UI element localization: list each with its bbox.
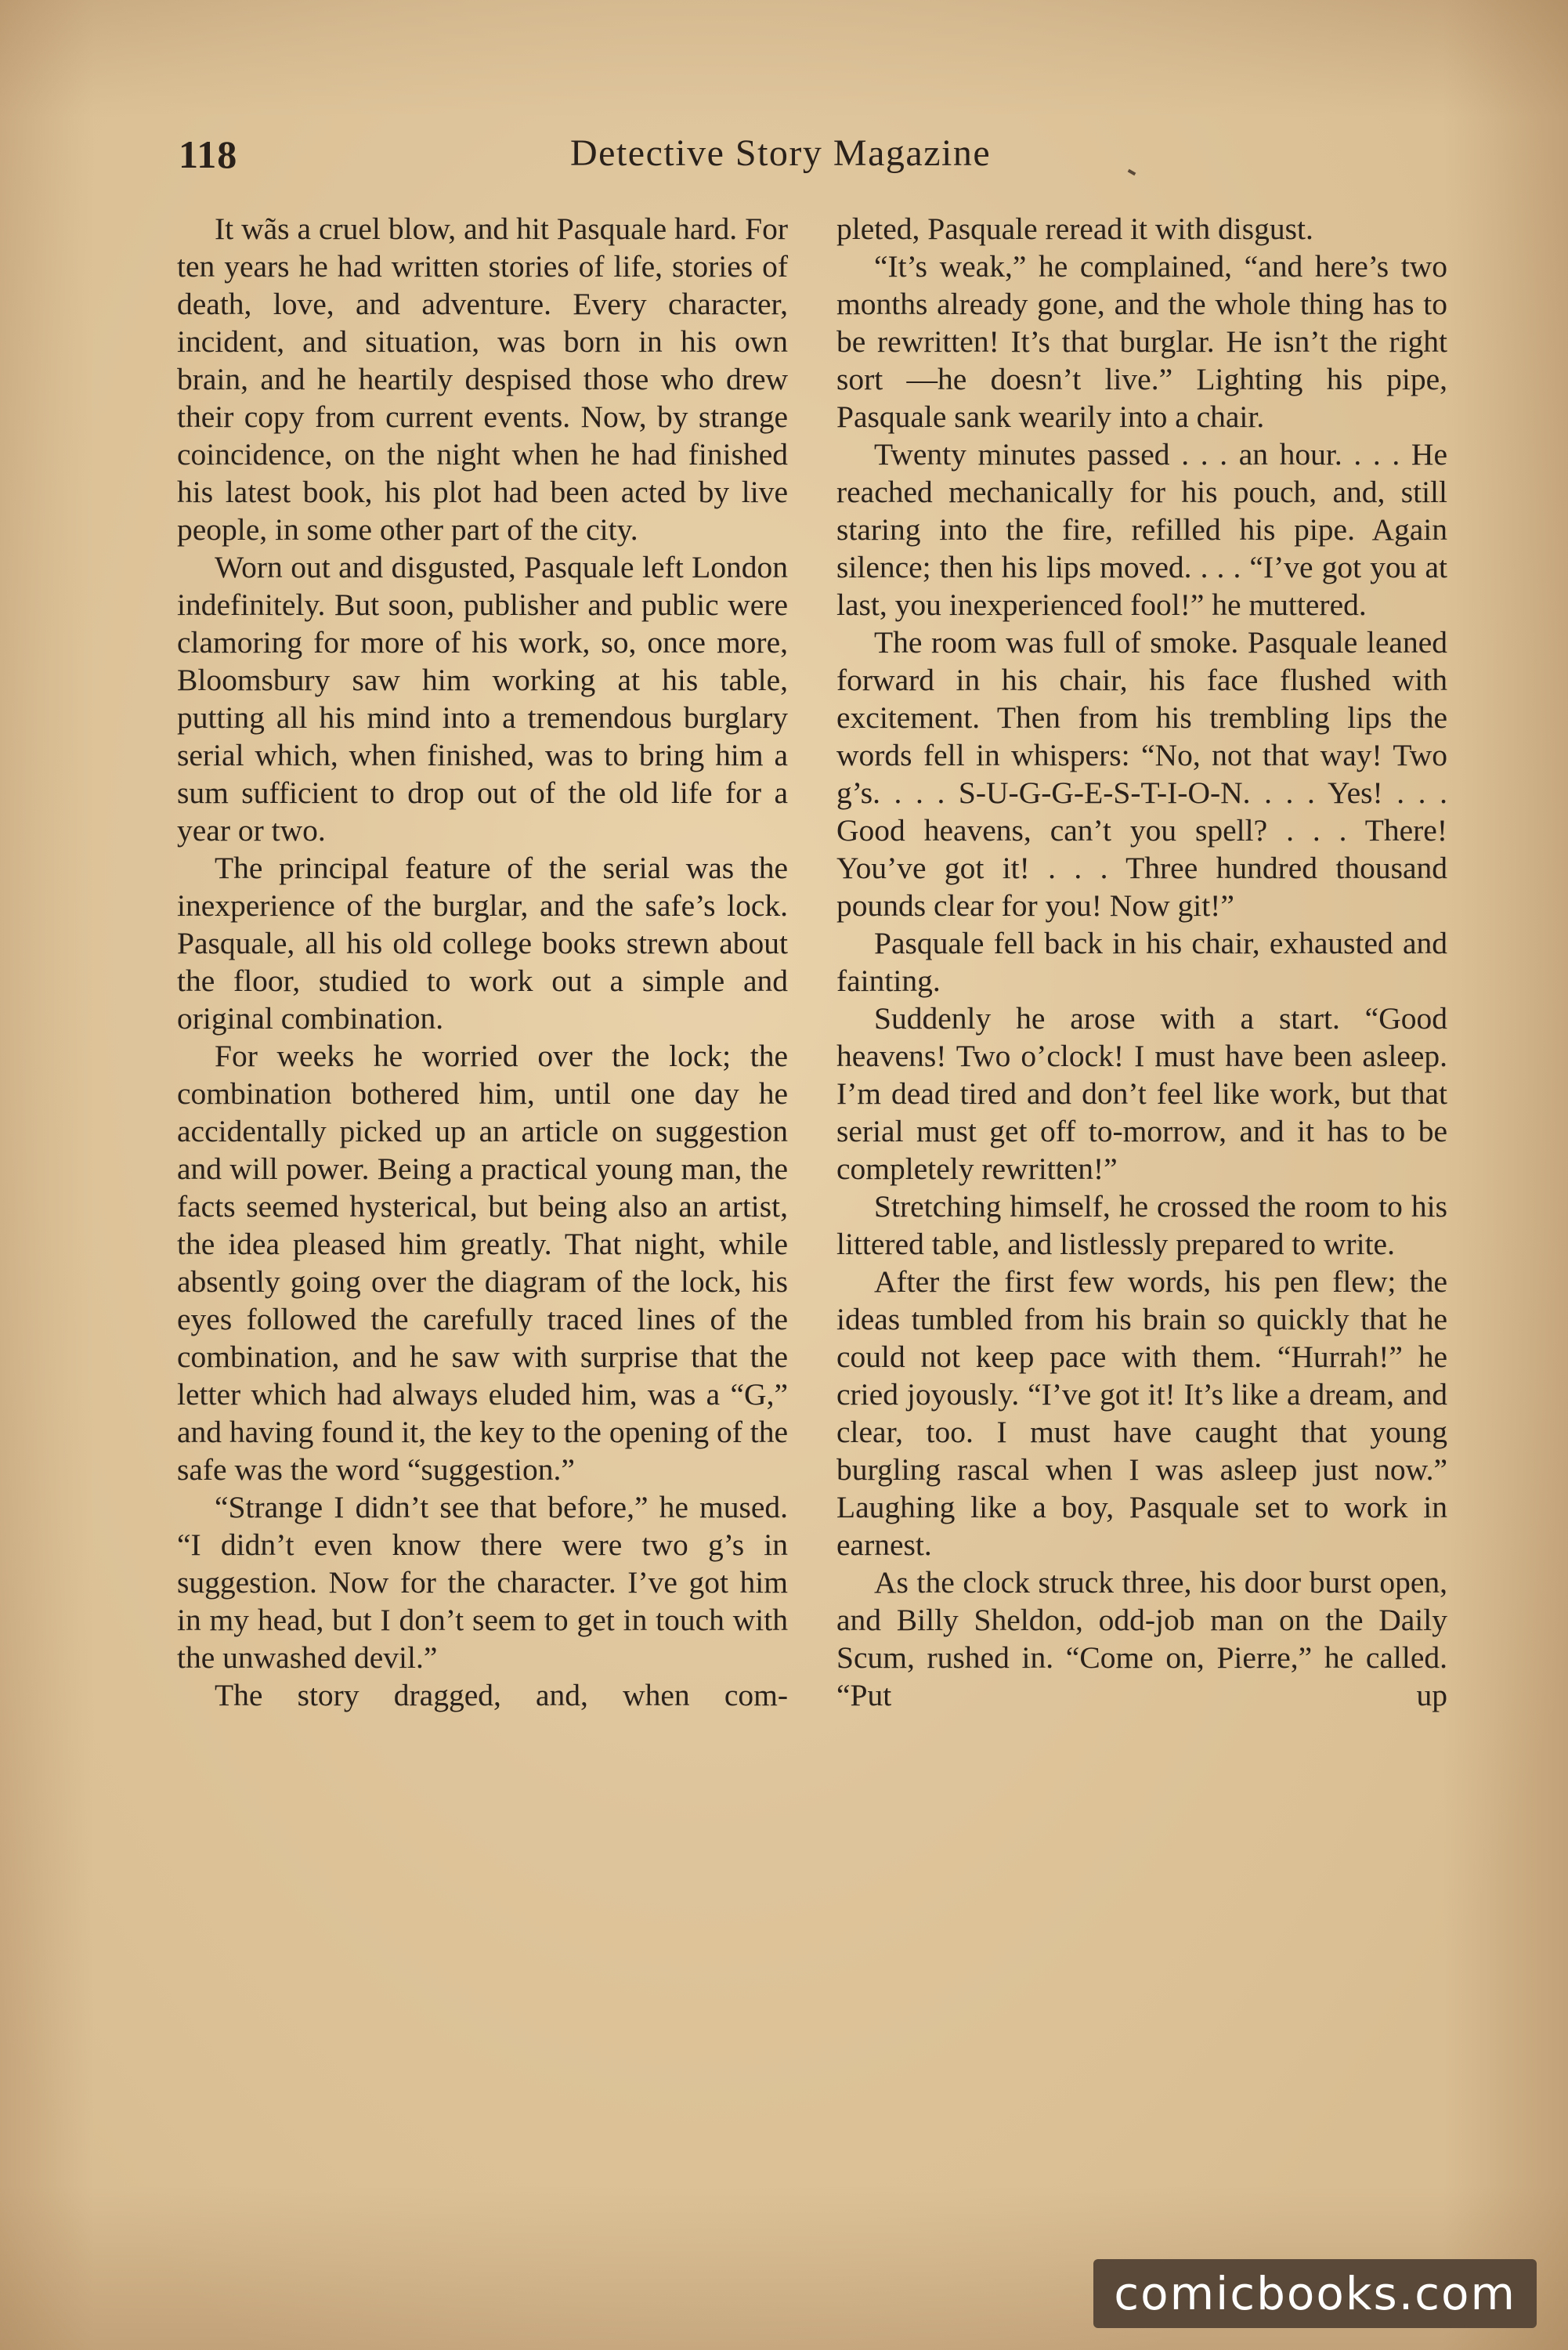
paragraph: For weeks he worried over the lock; the combination bothered him, until one day he accidentally picked up an article on suggestion and will power. Being a practical young man, the facts seemed hysterical, but being also an artist, the idea pleased him greatly. That night, while absently going over the diagram of the lock, his eyes followed the carefully traced lines of the combination, and he saw with surprise that the letter which had always eluded him, was a “G,” and having found it, the key to the opening of the safe was the word “suggestion.” [177, 1039, 788, 1487]
paragraph: Suddenly he arose with a start. “Good heavens! Two o’clock! I must have been asleep. I’m dead tired and don’t feel like work, but that serial must get off to-morrow, and it has to be completely rewritten!” [836, 1001, 1447, 1186]
page-number: 118 [179, 132, 238, 176]
paragraph: It wãs a cruel blow, and hit Pasquale hard. For ten years he had written stories of life, stories of death, love, and adventure. Every character, incident, and situation, was born in his own brain, and he heartily despised those who drew their copy from current events. Now, by strange coincidence, on the night when he had finished his latest book, his plot had been acted by live people, in some other part of the city. [177, 212, 788, 547]
paragraph: Worn out and disgusted, Pasquale left London indefinitely. But soon, publisher and public were clamoring for more of his work, so, once more, Bloomsbury saw him working at his table, putting all his mind into a tremendous burglary serial which, when finished, was to bring him a sum sufficient to drop out of the old life for a year or two. [177, 550, 788, 848]
paragraph: The room was full of smoke. Pasquale leaned forward in his chair, his face flushed with excitement. Then from his trembling lips the words fell in whispers: “No, not that way! Two g’s. . . . S-U-G-G-E-S-T-I-O-N. . . . Yes! . . . Good heavens, can’t you spell? . . . There! You’ve got it! . . . Three hundred thousand pounds clear for you! Now git!” [836, 625, 1447, 923]
right-column [836, 210, 1447, 1714]
paragraph: Twenty minutes passed . . . an hour. . . . He reached mechanically for his pouch, and, still staring into the fire, refilled his pipe. Again silence; then his lips moved. . . . “I’ve got you at last, you inexperienced fool!” he muttered. [836, 437, 1447, 622]
paragraph: Pasquale fell back in his chair, exhausted and fainting. [836, 926, 1447, 998]
page-header [179, 132, 1447, 186]
paragraph: After the first few words, his pen flew; the ideas tumbled from his brain so quickly that he could not keep pace with them. “Hurrah!” he cried joyously. “I’ve got it! It’s like a dream, and clear, too. I must have caught that young burgling rascal when I was asleep just now.” Laughing like a boy, Pasquale set to work in earnest. [836, 1264, 1447, 1562]
paragraph: pleted, Pasquale reread it with disgust. [836, 212, 1313, 246]
watermark-logo: comicbooks.com [1093, 2259, 1537, 2328]
paragraph: Stretching himself, he crossed the room to his littered table, and listlessly prepared to write. [836, 1189, 1447, 1261]
paragraph: The story dragged, and, when com- [215, 1678, 788, 1712]
paragraph: “It’s weak,” he complained, “and here’s two months already gone, and the whole thing has to be rewritten! It’s that burglar. He isn’t the right sort —he doesn’t live.” Lighting his pipe, Pasquale sank wearily into a chair. [836, 249, 1447, 434]
paragraph: As the clock struck three, his door burst open, and Billy Sheldon, odd-job man on the Daily Scum, rushed in. “Come on, Pierre,” he called. “Put up [836, 1565, 1447, 1712]
paragraph: “Strange I didn’t see that before,” he mused. “I didn’t even know there were two g’s in suggestion. Now for the character. I’ve got him in my head, but I don’t seem to get in touch with the unwashed devil.” [177, 1490, 788, 1675]
running-title: Detective Story Magazine [570, 132, 992, 174]
left-column [177, 210, 788, 1714]
paragraph: The principal feature of the serial was the inexperience of the burglar, and the safe’s lock. Pasquale, all his old college books strewn about the floor, studied to work out a simple and original combination. [177, 851, 788, 1036]
